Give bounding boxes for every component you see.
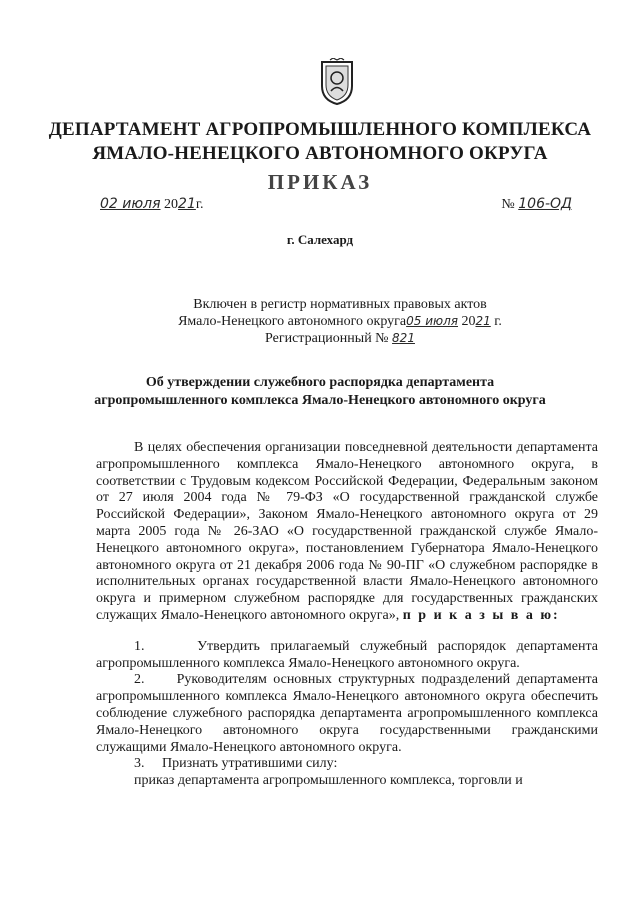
- registration-line1: Включен в регистр нормативных правовых актов: [193, 297, 487, 312]
- order-number-prefix: №: [501, 197, 515, 212]
- order-subject-line2: агропромышленного комплекса Ямало-Ненецкого автономного округа: [94, 393, 546, 408]
- order-item-2: 2. Руководителям основных структурных подразделений департамента агропромышленного комплекса Ямало-Ненецкого автономного округа обеспечить соблюдение служебного распорядка департамента агропромышленного комплекса Ямало-Ненецкого автономного округа государственными гражданскими служащими Ямало-Ненецкого автономного округа.: [96, 672, 598, 755]
- document-type-title: ПРИКАЗ: [267, 170, 373, 194]
- order-date-year-handwritten: 21: [178, 196, 196, 212]
- order-subject-line1: Об утверждении служебного распорядка департамента: [145, 375, 495, 390]
- registration-number-handwritten: 821: [392, 331, 415, 345]
- order-item-3-text: приказ департамента агропромышленного комплекса, торговли и: [134, 773, 523, 789]
- registration-line2: Ямало-Ненецкого автономного округа05 июля 2021 г.: [178, 314, 502, 329]
- order-date: [100, 196, 204, 213]
- order-date-suffix: г.: [195, 197, 204, 212]
- order-item-1: 1. Утвердить прилагаемый служебный распорядок департамента агропромышленного комплекса Ямало-Ненецкого автономного округа.: [96, 638, 598, 671]
- order-number: [501, 196, 572, 213]
- preamble-paragraph: В целях обеспечения организации повседневной деятельности департамента агропромышленного комплекса Ямало-Ненецкого автономного округа, в соответствии с Трудовым кодексом Российской Федерации, Федеральным законом от 27 июля 2004 года № 79-ФЗ «О государственной гражданской службе Российской Федерации», Законом Ямало-Ненецкого автономного округа от 29 марта 2005 года № 26-ЗАО «О государственной гражданской службе Ямало-Ненецкого автономного округа», постановлением Губернатора Ямало-Ненецкого автономного округа от 21 декабря 2006 года № 90-ПГ «О служебном распорядке в исполнительных органах государственной власти Ямало-Ненецкого автономного округа и примерном служебном распорядке для государственных гражданских служащих Ямало-Ненецкого автономного округа», п р и к а з ы в а ю:: [96, 440, 598, 623]
- order-body: [96, 440, 598, 790]
- department-name: [40, 118, 600, 166]
- order-date-year-prefix: 20: [164, 197, 179, 212]
- registration-line3: Регистрационный № 821: [265, 331, 415, 346]
- city: г. Салехард: [286, 232, 354, 247]
- order-item-3: 3. Признать утратившими силу:: [134, 756, 338, 772]
- order-word: п р и к а з ы в а ю:: [402, 607, 560, 623]
- coat-of-arms-emblem: [318, 58, 356, 106]
- department-name-line2: ЯМАЛО-НЕНЕЦКОГО АВТОНОМНОГО ОКРУГА: [92, 143, 548, 164]
- order-number-handwritten: 106-ОД: [518, 196, 572, 212]
- registration-date-handwritten: 05 июля: [406, 314, 458, 328]
- department-name-line1: ДЕПАРТАМЕНТ АГРОПРОМЫШЛЕННОГО КОМПЛЕКСА: [48, 119, 592, 140]
- registration-stamp: [130, 296, 550, 347]
- registration-year-handwritten: 21: [475, 314, 491, 328]
- order-date-handwritten: 02 июля: [100, 196, 161, 212]
- order-subject-title: [60, 374, 580, 410]
